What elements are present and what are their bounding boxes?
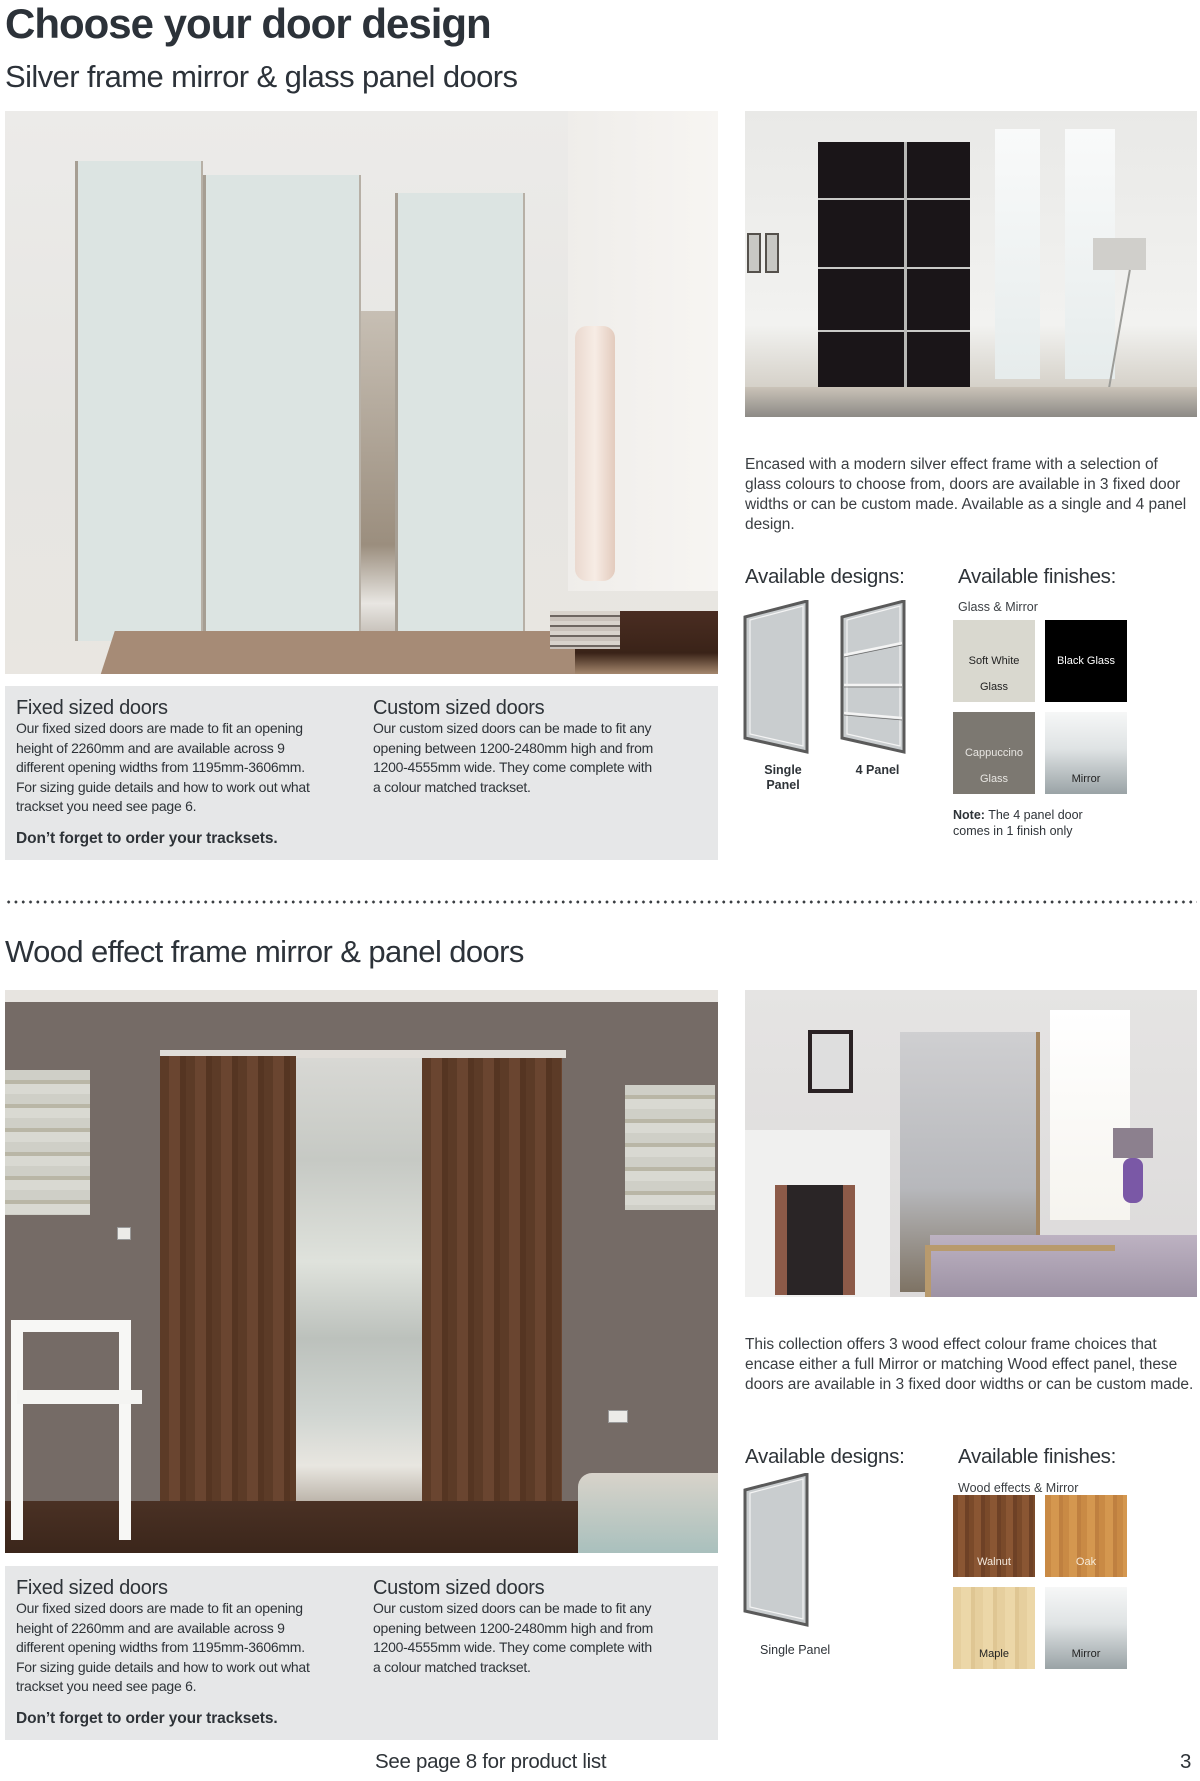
single-panel-door-icon bbox=[743, 1473, 811, 1628]
photo-walnut-mirror-wardrobe bbox=[5, 990, 718, 1553]
photo-oak-mirror-wardrobe bbox=[745, 990, 1197, 1297]
swatch-black-glass[interactable]: Black Glass bbox=[1045, 620, 1127, 702]
photo-light-switch bbox=[117, 1227, 131, 1240]
intro-silver: Encased with a modern silver effect frame with a selection of glass colours to choose from, doors are available in 3 fixed door widths or can be custom made. Available as a single and 4 panel design. bbox=[745, 456, 1187, 533]
fixed-sized-doors bbox=[16, 1577, 356, 1697]
swatch-cappuccino-glass[interactable]: Cappuccino Glass bbox=[953, 712, 1035, 794]
info-box-silver bbox=[5, 686, 718, 860]
finish-category-silver: Glass & Mirror bbox=[958, 600, 1038, 614]
fixed-heading: Fixed sized doors bbox=[16, 1577, 168, 1599]
custom-sized-doors bbox=[373, 697, 713, 797]
photo-door-panel bbox=[203, 175, 361, 650]
swatch-maple[interactable]: Maple bbox=[953, 1587, 1035, 1669]
fixed-heading: Fixed sized doors bbox=[16, 697, 168, 719]
photo-lamp-shade bbox=[1093, 238, 1146, 270]
info-box-wood bbox=[5, 1566, 718, 1740]
swatch-walnut[interactable]: Walnut bbox=[953, 1495, 1035, 1577]
page-title: Choose your door design bbox=[5, 0, 491, 47]
photo-mirror-door bbox=[296, 1058, 422, 1553]
photo-wardrobe-interior bbox=[355, 311, 397, 674]
photo-chair-seat bbox=[17, 1390, 142, 1404]
fixed-sized-doors bbox=[16, 697, 356, 817]
finish-category-wood: Wood effects & Mirror bbox=[958, 1481, 1079, 1495]
photo-lamp-base bbox=[1123, 1158, 1143, 1203]
photo-door-panel bbox=[395, 193, 525, 640]
photo-canvas-art bbox=[625, 1085, 715, 1210]
page-number: 3 bbox=[1180, 1750, 1192, 1773]
photo-books bbox=[550, 611, 620, 649]
photo-chair bbox=[11, 1320, 131, 1540]
four-panel-door-icon bbox=[840, 600, 908, 755]
photo-walnut-door bbox=[422, 1058, 562, 1553]
photo-bed bbox=[578, 1473, 718, 1553]
photo-canvas-art bbox=[5, 1070, 90, 1215]
photo-black-glass-wardrobe bbox=[745, 111, 1197, 417]
design-label-single-panel: Single Panel bbox=[760, 1643, 831, 1657]
photo-floor bbox=[745, 387, 1197, 417]
swatch-soft-white-glass[interactable]: Soft White Glass bbox=[953, 620, 1035, 702]
custom-body: Our custom sized doors can be made to fit any opening between 1200-2480mm high and from 1200-4555mm wide. They come complete with a colour matched trackset. bbox=[373, 720, 654, 795]
swatch-mirror[interactable]: Mirror bbox=[1045, 1587, 1127, 1669]
section-title-silver: Silver frame mirror & glass panel doors bbox=[5, 59, 518, 94]
designs-heading-silver: Available designs: bbox=[745, 565, 905, 588]
fixed-body: Our fixed sized doors are made to fit an opening height of 2260mm and are available across 9 different opening widths from 1195mm-3606mm. For sizing guide details and how to work out what trackset you need see page 6. bbox=[16, 720, 310, 814]
photo-window bbox=[995, 129, 1040, 379]
trackset-reminder: Don’t forget to order your tracksets. bbox=[16, 830, 278, 847]
photo-window bbox=[1050, 1010, 1130, 1220]
dotted-divider bbox=[5, 900, 1197, 904]
custom-heading: Custom sized doors bbox=[373, 1577, 545, 1599]
photo-black-wardrobe bbox=[818, 142, 970, 404]
single-panel-door-icon bbox=[743, 600, 811, 755]
intro-wood: This collection offers 3 wood effect colour frame choices that encase either a full Mirror or matching Wood effect panel, these doors are available in 3 fixed door widths or can be custom made. bbox=[745, 1336, 1194, 1393]
photo-walnut-door bbox=[160, 1056, 296, 1553]
photo-fire-grate bbox=[775, 1185, 855, 1295]
section-title-wood: Wood effect frame mirror & panel doors bbox=[5, 934, 524, 969]
finishes-heading-wood: Available finishes: bbox=[958, 1445, 1117, 1468]
designs-heading-wood: Available designs: bbox=[745, 1445, 905, 1468]
trackset-reminder: Don’t forget to order your tracksets. bbox=[16, 1710, 278, 1727]
finish-note: Note: The 4 panel door comes in 1 finish only bbox=[953, 808, 1083, 838]
photo-wall-mirror bbox=[808, 1030, 853, 1093]
custom-heading: Custom sized doors bbox=[373, 697, 545, 719]
photo-lamp-shade bbox=[1113, 1128, 1153, 1158]
custom-sized-doors bbox=[373, 1577, 713, 1677]
swatch-oak[interactable]: Oak bbox=[1045, 1495, 1127, 1577]
design-label-4-panel: 4 Panel bbox=[855, 763, 900, 777]
photo-wall-picture bbox=[747, 233, 761, 273]
fixed-body: Our fixed sized doors are made to fit an opening height of 2260mm and are available across 9 different opening widths from 1195mm-3606mm. For sizing guide details and how to work out what trackset you need see page 6. bbox=[16, 1600, 310, 1694]
swatch-mirror[interactable]: Mirror bbox=[1045, 712, 1127, 794]
photo-bed-frame bbox=[925, 1245, 1115, 1297]
photo-white-glass-wardrobe bbox=[5, 111, 718, 674]
photo-ceiling bbox=[5, 990, 718, 1002]
product-list-reference: See page 8 for product list bbox=[375, 1750, 607, 1773]
photo-door-panel bbox=[75, 161, 203, 641]
photo-wall-picture bbox=[765, 233, 779, 273]
photo-floor-lamp bbox=[575, 326, 615, 581]
design-label-single-panel: Single Panel bbox=[764, 763, 802, 792]
custom-body: Our custom sized doors can be made to fit any opening between 1200-2480mm high and from 1200-4555mm wide. They come complete with a colour matched trackset. bbox=[373, 1600, 654, 1675]
finishes-heading-silver: Available finishes: bbox=[958, 565, 1117, 588]
photo-socket bbox=[608, 1410, 628, 1423]
